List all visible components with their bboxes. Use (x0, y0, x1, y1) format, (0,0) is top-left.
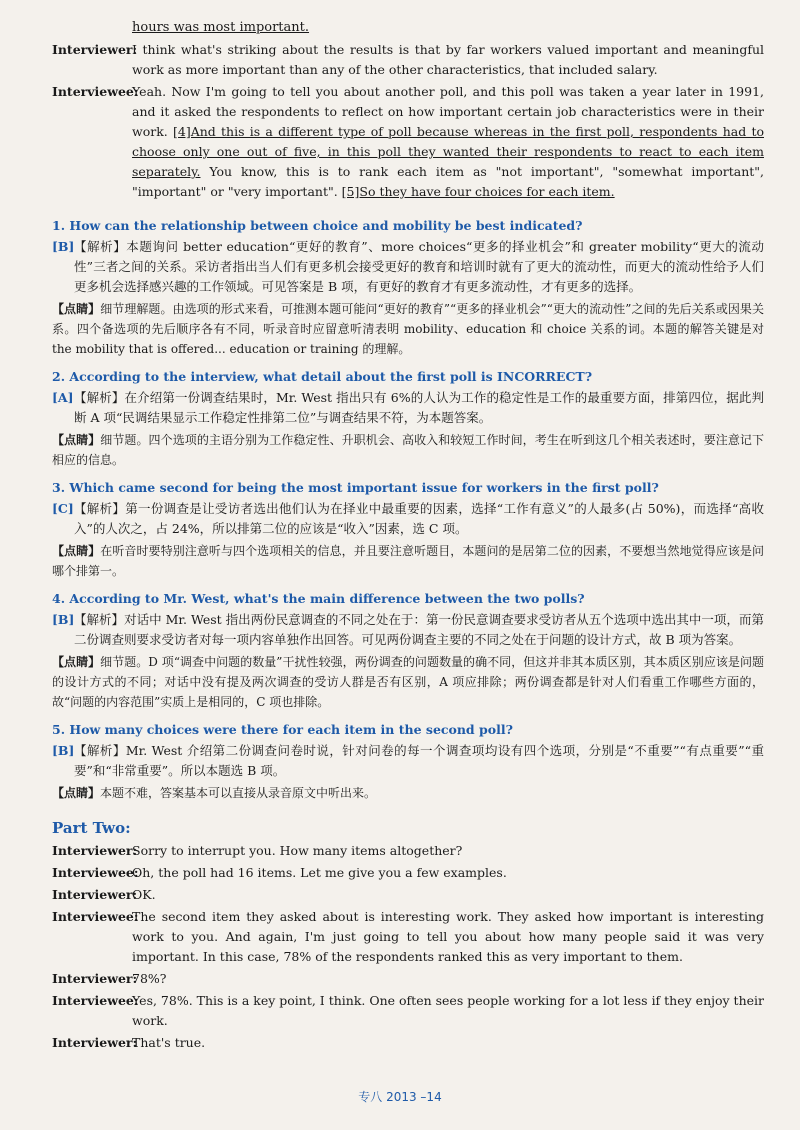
dialogue-turn (52, 991, 764, 1031)
answer-row (52, 237, 764, 297)
speaker-label: Interviewer: (52, 42, 138, 57)
speaker-text: OK. (132, 887, 156, 902)
dialogue-turn (52, 863, 764, 883)
question-block-1 (52, 216, 764, 359)
speaker-label: Interviewer: (52, 843, 138, 858)
answer-analysis: 【解析】在介绍第一份调查结果时，Mr. West 指出只有 6%的人认为工作的稳定性是工作的最重要方面，排第四位，据此判断 A 项“民调结果显示工作稳定性排第二位”与调查结果不符，为本题答案。 (74, 390, 764, 425)
speaker-text: Sorry to interrupt you. How many items altogether? (132, 843, 463, 858)
tip-row: 【点睛】细节题。四个选项的主语分别为工作稳定性、升职机会、高收入和较短工作时间，考生在听到这几个相关表述时，要注意记下相应的信息。 (52, 433, 764, 467)
answer-row (52, 388, 764, 428)
dialogue-turn (52, 841, 764, 861)
speaker-label: Interviewer: (52, 1035, 138, 1050)
answer-tag: [A] (52, 390, 74, 405)
dialogue-turn (52, 1033, 764, 1053)
question-block-5 (52, 720, 764, 803)
answer-analysis: 【解析】Mr. West 介绍第二份调查问卷时说，针对问卷的每一个调查项均设有四个选项，分别是“不重要”“有点重要”“重要”和“非常重要”。所以本题选 B 项。 (74, 743, 764, 778)
dialogue-turn (52, 907, 764, 967)
question-block-4 (52, 589, 764, 712)
speaker-label: Interviewee: (52, 993, 139, 1008)
question-block-2 (52, 367, 764, 470)
continued-line: hours was most important. (132, 20, 310, 35)
speaker-text: That's true. (132, 1035, 206, 1050)
answer-tag: [B] (52, 743, 75, 758)
tip-row: 【点睛】本题不难，答案基本可以直接从录音原文中听出来。 (52, 786, 377, 800)
speaker-text: Yes, 78%. This is a key point, I think. One often sees people working for a lot less if they enjoy their work. (132, 993, 764, 1028)
speaker-text: 78%? (132, 971, 167, 986)
underlined-answer-4: [4]And this is a different type of poll because whereas in the first poll, respondents had to choose only one out of five, in this poll they wanted their respondents to react to each item separately. (132, 124, 764, 179)
speaker-label: Interviewee: (52, 909, 139, 924)
tip-row: 【点睛】在听音时要特别注意听与四个选项相关的信息，并且要注意听题目，本题问的是居第二位的因素，不要想当然地觉得应该是问哪个排第一。 (52, 544, 764, 578)
question-text: 5. How many choices were there for each item in the second poll? (52, 722, 513, 737)
speaker-label: Interviewer: (52, 887, 138, 902)
answer-row (52, 741, 764, 781)
tip-row: 【点睛】细节题。D 项“调查中问题的数量”干扰性较强，两份调查的问题数量的确不同，但这并非其本质区别，其本质区别应该是问题的设计方式的不同；对话中没有提及两次调查的受访人群是否有区别，A 项应排除；两份调查都是针对人们看重工作哪些方面的，故“问题的内容范围”实质上是相同的，C 项也排除。 (52, 655, 764, 709)
dialogue-turn (52, 885, 764, 905)
underlined-answer-5: [5]So they have four choices for each item. (341, 184, 615, 199)
question-text: 2. According to the interview, what detail about the first poll is INCORRECT? (52, 369, 593, 384)
tip-row: 【点睛】细节理解题。由选项的形式来看，可推测本题可能问“更好的教育”“更多的择业机会”“更大的流动性”之间的先后关系或因果关系。四个备选项的先后顺序各有不同，听录音时应留意听清表明 mobility、education 和 choice 关系的词。本题的解答关键是对 the mobility that is offered... education or training 的理解。 (52, 302, 764, 356)
speaker-label: Interviewee: (52, 865, 139, 880)
question-block-3 (52, 478, 764, 581)
question-text: 3. Which came second for being the most important issue for workers in the first poll? (52, 480, 659, 495)
dialogue-turn (52, 82, 764, 202)
page-content (52, 18, 764, 1053)
answer-tag: [B] (52, 612, 75, 627)
speaker-text: Oh, the poll had 16 items. Let me give you a few examples. (132, 865, 507, 880)
answer-tag: [B] (52, 239, 75, 254)
speaker-text: Yeah. Now I'm going to tell you about another poll, and this poll was taken a year later in 1991, and it asked the respondents to reflect on how important certain job characteristics were in their work. [4]And this is a different type of poll because whereas in the first poll, respondents had to choose only one out of five, in this poll they wanted their respondents to react to each item separately. You know, this is to rank each item as "not important", "somewhat important", "important" or "very important". [5]So they have four choices for each item. (132, 84, 764, 199)
answer-analysis: 【解析】本题询问 better education“更好的教育”、more choices“更多的择业机会”和 greater mobility“更大的流动性”三者之间的关系。采访者指出当人们有更多机会接受更好的教育和培训时就有了更大的流动性，而更大的流动性给予人们更多机会选择感兴趣的工作领域。可见答案是 B 项，有更好的教育才有更多流动性，才有更多的选择。 (74, 239, 764, 294)
answer-analysis: 【解析】对话中 Mr. West 指出两份民意调查的不同之处在于：第一份民意调查要求受访者从五个选项中选出其中一项，而第二份调查则要求受访者对每一项内容单独作出回答。可见两份调查主要的不同之处在于问题的设计方式，故 B 项为答案。 (74, 612, 764, 647)
part-two-heading: Part Two: (52, 819, 131, 837)
answer-row (52, 499, 764, 539)
dialogue-turn (52, 969, 764, 989)
question-text: 4. According to Mr. West, what's the main difference between the two polls? (52, 591, 585, 606)
answer-tag: [C] (52, 501, 74, 516)
page-footer: 专八 2013 –14 (358, 1090, 442, 1104)
speaker-text: I think what's striking about the results is that by far workers valued important and meaningful work as more important than any of the other characteristics, that included salary. (132, 42, 764, 77)
answer-row (52, 610, 764, 650)
question-text: 1. How can the relationship between choice and mobility be best indicated? (52, 218, 583, 233)
speaker-text: The second item they asked about is interesting work. They asked how important is interesting work to you. And again, I'm just going to tell you about how many people said it was very important. In this case, 78% of the respondents ranked this as very important to them. (132, 909, 764, 964)
dialogue-turn (52, 40, 764, 80)
answer-analysis: 【解析】第一份调查是让受访者选出他们认为在择业中最重要的因素，选择“工作有意义”的人最多(占 50%)，而选择“高收入”的人次之，占 24%，所以排第二位的应该是“收入”因素，选 C 项。 (74, 501, 764, 536)
speaker-label: Interviewer: (52, 971, 138, 986)
speaker-label: Interviewee: (52, 84, 139, 99)
